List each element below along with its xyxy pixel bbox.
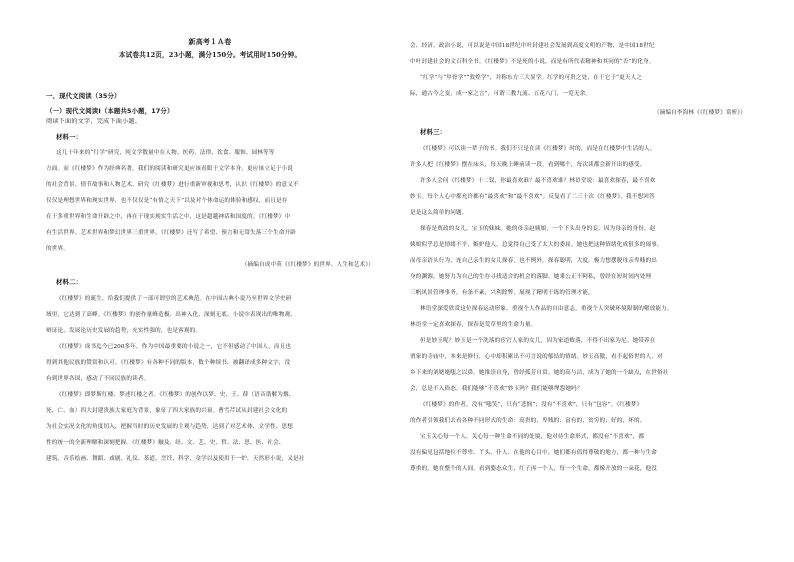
text-line: 方面。而《红楼梦》作为经典名著，我们的阅读和研究更应该看眼于文学本身，更应该立足于小说 — [46, 166, 293, 172]
text-line: 宝玉关心每一个人，关心每一种生命不同的处境，他对待生命形式，都没有“不喜欢”，都 — [420, 434, 645, 440]
text-line: 乡下来的刘姥姥嗤之以鼻。她推崇自身，曾经孤芳自赏。她的高与洁，成为了她的一个缺点，在世俗社 — [410, 370, 669, 376]
text-line: 是是这么简单的问题。 — [410, 210, 468, 216]
text-line: 《红楼梦》即梦斯红楼、梦述红楼之者。《红楼梦》的创作以梦、史、王、薛（语音谐解为烟、 — [56, 392, 295, 398]
text-line: 在于多重世界和生命开辟之中，再在于现实现实生活之中，这是超越神话和国度的。《红楼梦》中 — [46, 214, 291, 220]
text-line: 为社会实况文化的角度切入，把握当时的历史发展的主观与趋势，达到了对艺术体、文学性、思想 — [46, 424, 293, 430]
text-line: 但是妙玉呢？妙玉是一个洗落的宦官人家的女儿，因为家道败落，不得不出家为尼。她带养在 — [420, 338, 656, 344]
text-line: 得到其他民族的赞赏和认可。《红楼梦》有各种不同的版本，数个种续书，被翻译成多种文字，没 — [46, 360, 291, 366]
text-line: 的世界。 — [46, 246, 69, 252]
text-line: 许多人会问《红楼梦》十二钗，你最喜欢谁？最不喜欢谁？林语堂说：最喜欢探春，最不喜欢 — [420, 178, 656, 184]
text-line: 《红楼梦》的作者，没有“嗤笑”，只有“悲悯”；没有“不喜欢”，只有“包容”。《红楼梦》 — [420, 402, 643, 408]
text-line: 而母亲语头行为，连自己亲生的女儿探春，也不例外。探春聪明，大度，极力想摆脱母亲卑贱的出 — [410, 258, 657, 264]
text-line: 身的渊源，她努力为自己的生存寻找适合的机会的落脚。她秉公正不阿私，曾经在短时间内处理 — [410, 274, 652, 280]
text-line: 建筑、音乐绘画、舞蹈、戏剧、礼仪、茶道、烹饪、科学、金学以及使用于一炉，天然形小说，又是社 — [46, 456, 305, 462]
text-line: 的社会背景、情节故事和人物艺术。研究《红楼梦》进行重新审视和思考，认识《红楼梦》的意义不 — [46, 182, 299, 188]
text-line: 贾家的寺庙中，本来是修行，心中却积累出不可言说的郁结的情绪。妙玉高傲，看不起俗世的人，对 — [410, 354, 663, 360]
text-line: 妙玉。每个人心中都允许都有“最喜欢”和“最不喜欢”。反复看了二三十次《红楼梦》，我不想回答 — [410, 194, 655, 200]
text-line: 姨娘似乎总是情绪不平，嫉妒他人，总觉得自己受了太大的委屈。她也把这种情绪化成很多的闹事， — [410, 242, 663, 248]
text-line: 辩证论、发展论历史发展的趋势，充实性强的，也是客观的。 — [46, 328, 202, 334]
text-line: 有到世界各国，感动了不同民族的读者。 — [46, 376, 150, 382]
text-line: 的作者引领我们去看各种不同形式的生命：高贵的，卑贱的；富有的，贫穷的；好的，坏的。 — [410, 418, 646, 424]
text-line: 《红楼梦》成书迄今已200多年，作为中国最重要的小说之一，它不但感动了中国人，而且也 — [56, 344, 292, 350]
paper-info: 本试卷共12页，23小题，满分150分。考试用时150分钟。 — [118, 51, 302, 59]
text-line: 没有偏见包括地位不尊卑、丫头、仆人、在他的心目中，她们都有值得尊敬的地方，都一种与生命 — [410, 450, 657, 456]
source-citation: （摘编自李海林《《红楼梦》赏析》） — [653, 110, 746, 116]
paper-title: 新高考１Ａ卷 — [188, 38, 232, 46]
text-line: 会、经济、政治小说，可以说是中国18世纪中叶封建社会发展到高度文明的产物，是中国18世纪 — [410, 43, 655, 49]
section-heading: 一、现代文阅读（35分） — [46, 92, 121, 100]
text-line: “红学”与“甲骨学”“敦煌学”，并称东方三大显学。红学的可贵之处，在于它于“更天人之 — [420, 75, 643, 81]
text-line: 林语堂深爱欣赏这位探春运动形象，重视个人作品的自由意志，重视个人突破环境限制的解放能力。 — [420, 306, 673, 312]
text-line: 有生活世界、艺术世界和梦幻世界三重世界，《红楼梦》还写了希望、预言和无常失落三个生命开辟 — [46, 230, 296, 236]
text-line: 尊重的，她在整个的人间，看到姿态众生，红子再一个人，每一个生命，都像开放的一朵花，他没 — [410, 466, 657, 472]
instruction: 阅读下面的文字，完成下面小题。 — [46, 118, 142, 125]
material-3-label: 材料三： — [420, 128, 447, 136]
text-line: 这几十年来的“红学”研究，纯文学数量中在人物、医药、法律、饮食、服饰、园林等等 — [56, 150, 275, 156]
material-1-label: 材料一： — [56, 133, 83, 141]
text-line: 探春是贾政的女儿，宝玉的妹妹。她的母亲赵姨娘，一个下头出身的妾。因为母亲的身份，赵 — [420, 226, 656, 232]
source-citation: （摘编自成中英《《红楼梦》的世界、人生和艺术》） — [241, 262, 374, 268]
text-line: 三帆风景管理事务，有条不紊，兴利除弊，展现了精明干练的管理才能。 — [410, 290, 594, 296]
text-line: 域里，它达到了高峰。《红楼梦》的创作量峰造极、出神入化、深刻无底。小说中表现出的唯物观、 — [46, 312, 296, 318]
text-line: 《红楼梦》可以读一辈子的书。我们不只是在读《红楼梦》时的，而是在红楼梦中生活的人。 — [420, 146, 656, 152]
text-line: 死、亡、血）四大封建贵族大家庭为背景，象征了四大家族的兴衰。曹雪芹试从封建社会文化的 — [46, 408, 288, 414]
material-2-label: 材料二： — [56, 278, 83, 286]
text-line: 性的统一的全新理解和深刻把握。《红楼梦》触及、经、文、艺、史、哲、法、思、医、社会、 — [46, 440, 285, 446]
sub-heading: （一）现代文阅读Ⅰ（本题共5小题，17分） — [46, 107, 174, 115]
text-line: 际，通古今之变，成一家之言”，可谓三教九流、五花八门，一览无余。 — [410, 91, 592, 97]
text-line: 林语堂一定喜欢探春，探春是荒草里的生命力量。 — [410, 322, 537, 328]
text-line: 《红楼梦》的诞生，给我们提供了一部可谓堂的艺术典范。在中国古典小说乃至世界文学史研 — [56, 296, 292, 302]
text-line: 仅仅是理想世界和现实世界，也不仅仅是“有情之天下”以及对个体命运的体验和感叹，而且是存 — [46, 198, 288, 204]
text-line: 会，总是不入俗态。我们能够“不喜欢”妙玉吗？我们能够埋怨她吗？ — [410, 386, 583, 392]
text-line: 许多人把《红楼梦》摆在床头，每天晚上睡前读一段，看到哪个，每次读都会新开出的感受。 — [410, 162, 646, 168]
text-line: 中叶封建社会的文百科全书。《红楼梦》不是死的小说，而是有所代表精神和其同的“否”的化身。 — [410, 59, 655, 65]
